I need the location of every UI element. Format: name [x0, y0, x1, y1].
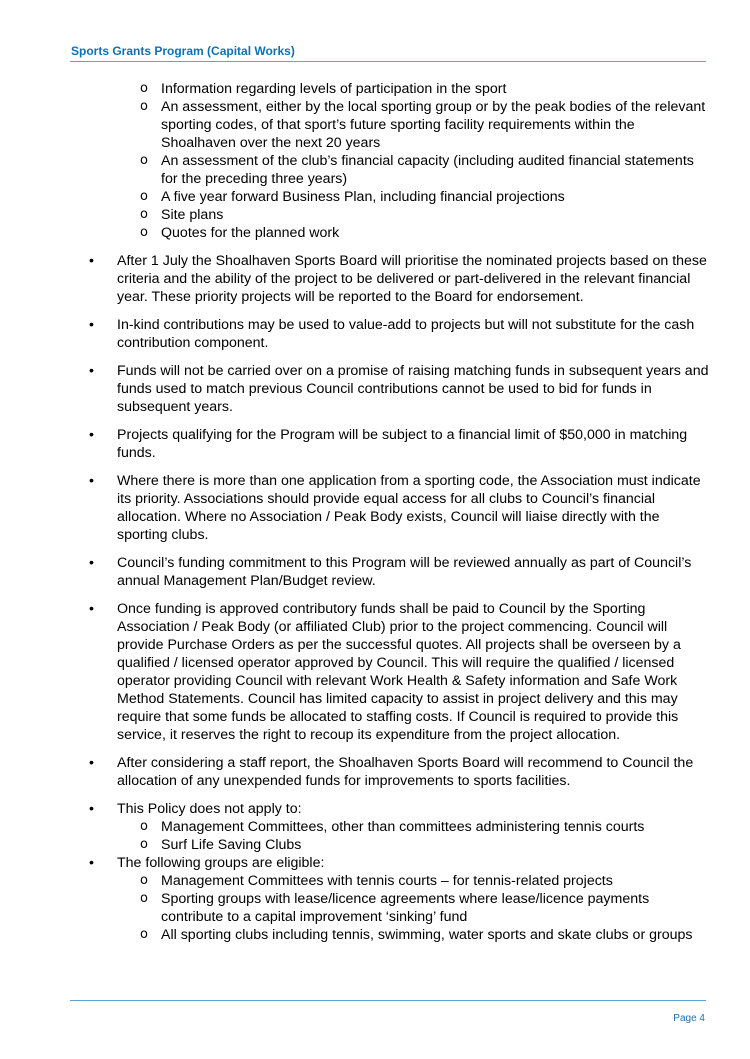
document-body	[72, 76, 712, 944]
footer-divider	[70, 1000, 706, 1001]
sub-bullet-marker: o	[140, 837, 148, 852]
sub-item-text: Sporting groups with lease/licence agreements where lease/licence payments contribute to a capital improvement ‘sinking’ fund	[161, 891, 650, 925]
sub-bullet-marker: o	[140, 81, 148, 96]
bullet-item-text: This Policy does not apply to:	[117, 801, 302, 817]
bullet-item	[72, 362, 712, 416]
sub-item	[72, 836, 712, 854]
bullet-marker: •	[89, 801, 94, 817]
sub-item-text: Management Committees with tennis courts – for tennis-related projects	[161, 873, 613, 889]
bullet-marker: •	[89, 253, 94, 269]
header-divider	[70, 61, 706, 62]
bullet-item	[72, 316, 712, 352]
bullet-marker: •	[89, 855, 94, 871]
sub-item	[72, 188, 712, 206]
sub-bullet-marker: o	[140, 99, 148, 114]
bullet-marker: •	[89, 555, 94, 571]
bullet-item	[72, 600, 712, 744]
bullet-item	[72, 426, 712, 462]
sub-item	[72, 80, 712, 98]
bullet-item	[72, 754, 712, 790]
bullet-item-text: Once funding is approved contributory funds shall be paid to Council by the Sporting Association / Peak Body (or affiliated Club) prior to the project commencing. Council will provide Purchase Orders as per the successful quotes. All projects shall be overseen by a qualified / licensed operator approved by Council. This will require the qualified / licensed operator providing Council with relevant Work Health & Safety information and Safe Work Method Statements. Council has limited capacity to assist in project delivery and this may require that some funds be allocated to staffing costs. If Council is required to provide this service, it reserves the right to recoup its expenditure from the project allocation.	[117, 601, 681, 743]
sub-item	[72, 152, 712, 188]
bullet-item-text: The following groups are eligible:	[117, 855, 325, 871]
bullet-item-text: Projects qualifying for the Program will be subject to a financial limit of $50,000 in matching funds.	[117, 427, 688, 461]
header-title: Sports Grants Program (Capital Works)	[71, 44, 295, 58]
bullet-marker: •	[89, 473, 94, 489]
sub-item-text: Information regarding levels of participation in the sport	[161, 81, 507, 97]
sub-bullet-marker: o	[140, 189, 148, 204]
sub-item-text: All sporting clubs including tennis, swimming, water sports and skate clubs or groups	[161, 927, 693, 943]
bullet-item-text: After considering a staff report, the Shoalhaven Sports Board will recommend to Council the allocation of any unexpended funds for improvements to sports facilities.	[117, 755, 694, 789]
sub-item-text: Surf Life Saving Clubs	[161, 837, 302, 853]
bullet-item-text: Where there is more than one application from a sporting code, the Association must indicate its priority. Associations should provide equal access for all clubs to Council’s financial allocation. Where no Association / Peak Body exists, Council will liaise directly with the sporting clubs.	[117, 473, 701, 543]
bullet-marker: •	[89, 427, 94, 443]
sub-bullet-marker: o	[140, 819, 148, 834]
bullet-item-text: After 1 July the Shoalhaven Sports Board will prioritise the nominated projects based on these criteria and the ability of the project to be delivered or part-delivered in the relevant financial year. These priority projects will be reported to the Board for endorsement.	[117, 253, 707, 305]
sub-item-text: Quotes for the planned work	[161, 225, 340, 241]
bullet-item	[72, 800, 712, 818]
bullet-item	[72, 854, 712, 872]
sub-bullet-marker: o	[140, 891, 148, 906]
bullet-item	[72, 252, 712, 306]
sub-item-text: Management Committees, other than committees administering tennis courts	[161, 819, 645, 835]
sub-item	[72, 98, 712, 152]
bullet-item	[72, 554, 712, 590]
sub-item	[72, 890, 712, 926]
sub-item-text: An assessment of the club’s financial capacity (including audited financial statements for the preceding three years)	[161, 153, 694, 187]
sub-item	[72, 224, 712, 242]
sub-item-text: Site plans	[161, 207, 224, 223]
bullet-item-text: Funds will not be carried over on a promise of raising matching funds in subsequent years and funds used to match previous Council contributions cannot be used to bid for funds in subsequent years.	[117, 363, 709, 415]
bullet-marker: •	[89, 755, 94, 771]
bullet-item	[72, 472, 712, 544]
sub-bullet-marker: o	[140, 207, 148, 222]
bullet-marker: •	[89, 363, 94, 379]
bullet-item-text: In-kind contributions may be used to value-add to projects but will not substitute for the cash contribution component.	[117, 317, 695, 351]
bullet-item-text: Council’s funding commitment to this Program will be reviewed annually as part of Council’s annual Management Plan/Budget review.	[117, 555, 692, 589]
sub-item-text: An assessment, either by the local sporting group or by the peak bodies of the relevant sporting codes, of that sport’s future sporting facility requirements within the Shoalhaven over the next 20 years	[161, 99, 706, 151]
page-number: Page 4	[673, 1013, 705, 1024]
sub-bullet-marker: o	[140, 927, 148, 942]
sub-item	[72, 818, 712, 836]
sub-item-text: A five year forward Business Plan, including financial projections	[161, 189, 565, 205]
bullet-marker: •	[89, 601, 94, 617]
sub-bullet-marker: o	[140, 873, 148, 888]
bullet-marker: •	[89, 317, 94, 333]
sub-bullet-marker: o	[140, 225, 148, 240]
sub-item	[72, 872, 712, 890]
sub-bullet-marker: o	[140, 153, 148, 168]
sub-item	[72, 206, 712, 224]
sub-item	[72, 926, 712, 944]
